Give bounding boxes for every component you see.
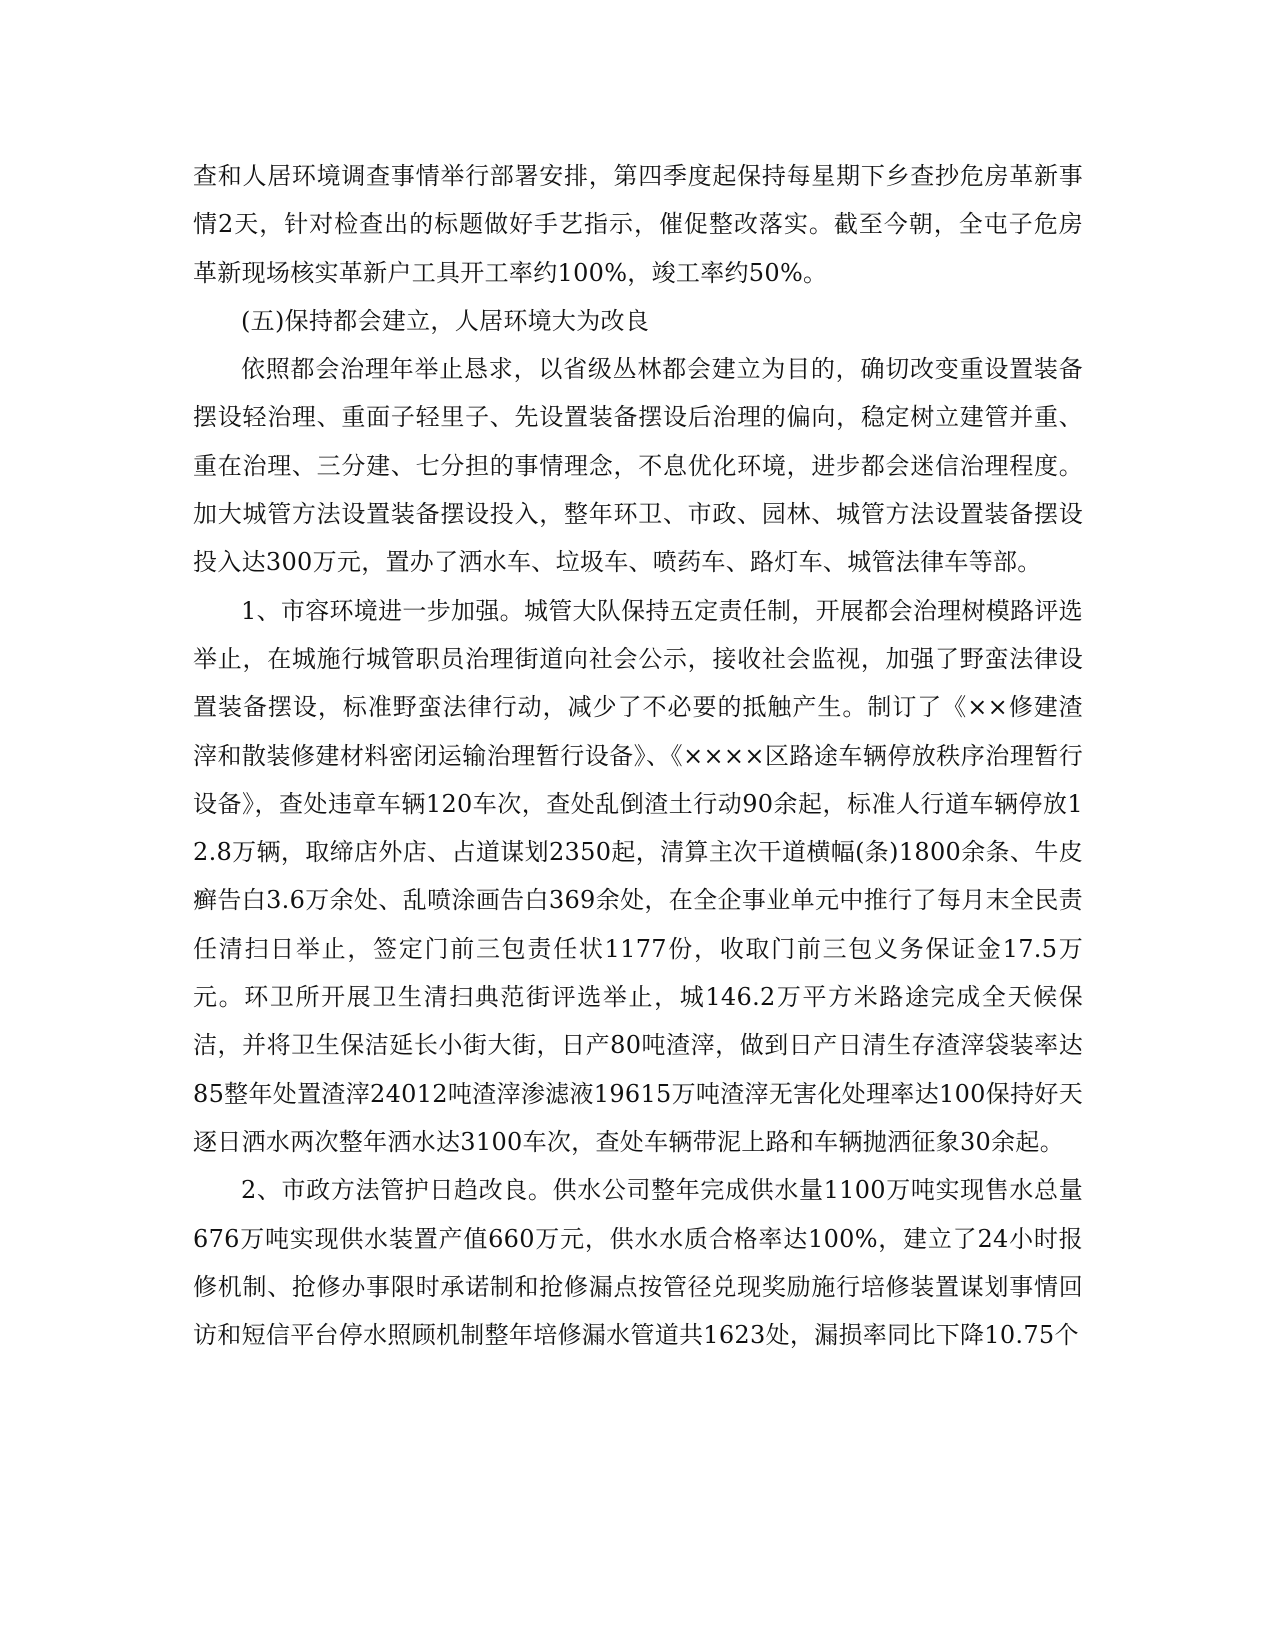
paragraph-city-appearance: 1、市容环境进一步加强。城管大队保持五定责任制，开展都会治理树模路评选举止，在城施行城管职员治理街道向社会公示，接收社会监视，加强了野蛮法律设置装备摆设，标准野蛮法律行动，减少了不必要的抵触产生。制订了《××修建渣滓和散装修建材料密闭运输治理暂行设备》、《××××区路途车辆停放秩序治理暂行设备》，查处违章车辆120车次，查处乱倒渣土行动90余起，标准人行道车辆停放12.8万辆，取缔店外店、占道谋划2350起，清算主次干道横幅(条)1800余条、牛皮癣告白3.6万余处、乱喷涂画告白369余处，在全企事业单元中推行了每月末全民责任清扫日举止，签定门前三包责任状1177份，收取门前三包义务保证金17.5万元。环卫所开展卫生清扫典范街评选举止，城146.2万平方米路途完成全天候保洁，并将卫生保洁延长小街大街，日产80吨渣滓，做到日产日清生存渣滓袋装率达85整年处置渣滓24012吨渣滓渗滤液19615万吨渣滓无害化处理率达100保持好天逐日洒水两次整年洒水达3100车次，查处车辆带泥上路和车辆抛洒征象30余起。 — [193, 596, 1083, 1156]
document-body — [193, 152, 1083, 1359]
section-heading-five: (五)保持都会建立，人居环境大为改良 — [241, 306, 650, 335]
paragraph-urban-governance: 依照都会治理年举止恳求，以省级丛林都会建立为目的，确切改变重设置装备摆设轻治理、重面子轻里子、先设置装备摆设后治理的偏向，稳定树立建管并重、重在治理、三分建、七分担的事情理念，不息优化环境，进步都会迷信治理程度。加大城管方法设置装备摆设投入，整年环卫、市政、园林、城管方法设置装备摆设投入达300万元，置办了洒水车、垃圾车、喷药车、路灯车、城管法律车等部。 — [193, 355, 1083, 577]
paragraph-inspection-continued: 查和人居环境调查事情举行部署安排，第四季度起保持每星期下乡查抄危房革新事情2天，针对检查出的标题做好手艺指示，催促整改落实。截至今朝，全屯子危房革新现场核实革新户工具开工率约100%，竣工率约50%。 — [193, 162, 1083, 287]
paragraph-municipal-facilities: 2、市政方法管护日趋改良。供水公司整年完成供水量1100万吨实现售水总量676万吨实现供水装置产值660万元，供水水质合格率达100%，建立了24小时报修机制、抢修办事限时承诺制和抢修漏点按管径兑现奖励施行培修装置谋划事情回访和短信平台停水照顾机制整年培修漏水管道共1623处，漏损率同比下降10.75个 — [193, 1176, 1083, 1350]
